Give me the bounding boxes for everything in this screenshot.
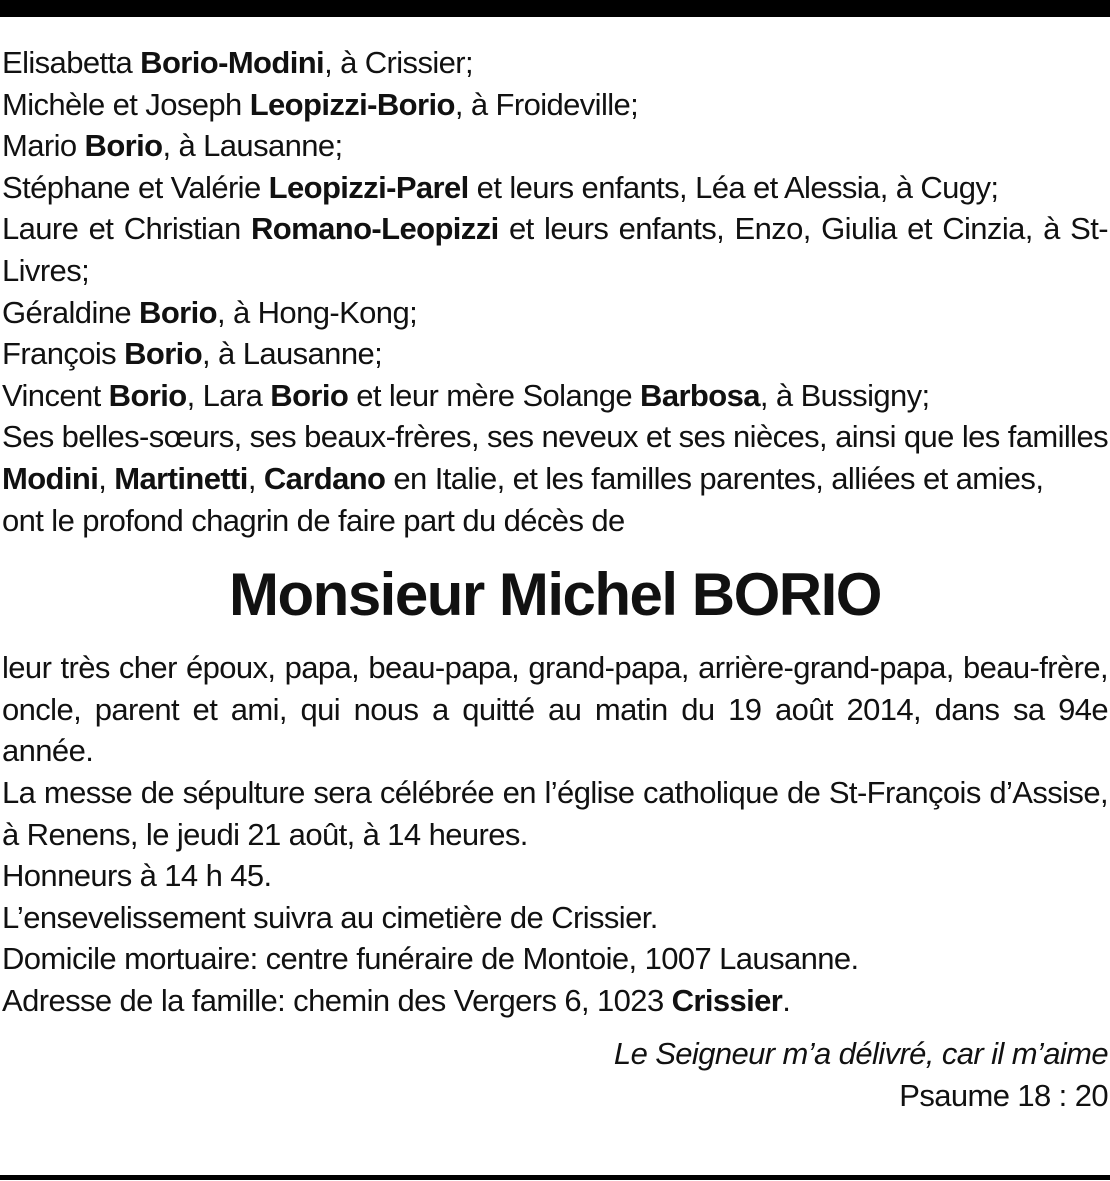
text-run: Laure et Christian bbox=[2, 211, 252, 247]
family-list bbox=[2, 42, 1108, 541]
family-line bbox=[2, 416, 1108, 499]
body-line bbox=[2, 938, 1108, 980]
text-run: , bbox=[247, 460, 264, 496]
body-line bbox=[2, 980, 1108, 1022]
bold-name: Borio bbox=[84, 128, 163, 164]
bold-name: Borio bbox=[139, 294, 217, 330]
body-line bbox=[2, 897, 1108, 939]
top-rule bbox=[0, 0, 1110, 17]
text-run: L’ensevelissement suivra au cimetière de Crissier. bbox=[2, 899, 658, 935]
bold-name: Borio bbox=[270, 377, 349, 413]
text-run: Géraldine bbox=[2, 294, 140, 330]
family-line bbox=[2, 500, 1108, 542]
bottom-rule bbox=[0, 1175, 1110, 1180]
text-run: , à Lausanne; bbox=[162, 128, 343, 164]
text-run: en Italie, et les familles parentes, alliées et amies, bbox=[385, 460, 1044, 496]
text-run: Adresse de la famille: chemin des Vergers 6, 1023 bbox=[2, 982, 672, 1018]
text-run: Vincent bbox=[2, 377, 109, 413]
deceased-name: Monsieur Michel BORIO bbox=[229, 561, 881, 629]
bold-name: Borio bbox=[124, 336, 203, 372]
text-run: , à Hong-Kong; bbox=[216, 294, 418, 330]
quote-reference: Psaume 18 : 20 bbox=[899, 1078, 1108, 1114]
closing-quote bbox=[2, 1033, 1108, 1117]
text-run: et leur mère Solange bbox=[348, 377, 641, 413]
text-run: Michèle et Joseph bbox=[2, 86, 250, 122]
bold-name: Borio-Modini bbox=[140, 45, 325, 80]
bold-name: Leopizzi-Parel bbox=[268, 169, 469, 205]
text-run: La messe de sépulture sera célébrée en l’église catholique de St-François d’Assise, à Renens, le jeudi 21 août, à 14 heures. bbox=[2, 774, 1108, 852]
text-run: , à Crissier; bbox=[324, 45, 474, 80]
family-line bbox=[2, 125, 1108, 167]
text-run: , bbox=[98, 460, 115, 496]
bold-name: Martinetti bbox=[114, 460, 248, 496]
text-run: et leurs enfants, Enzo, Giulia et Cinzia, à St-Livres; bbox=[2, 211, 1108, 288]
text-run: , à Lausanne; bbox=[202, 336, 383, 372]
bold-name: Modini bbox=[2, 460, 99, 496]
family-line bbox=[2, 167, 1108, 209]
text-run: . bbox=[782, 982, 791, 1018]
family-line bbox=[2, 375, 1108, 417]
family-line bbox=[2, 208, 1108, 291]
text-run: ont le profond chagrin de faire part du décès de bbox=[2, 502, 625, 538]
bold-name: Borio bbox=[108, 377, 187, 413]
text-run: Ses belles-sœurs, ses beaux-frères, ses neveux et ses nièces, ainsi que les familles bbox=[2, 419, 1108, 455]
family-line bbox=[2, 42, 1108, 84]
text-run: , Lara bbox=[186, 377, 271, 413]
bold-name: Cardano bbox=[263, 460, 386, 496]
text-run: Stéphane et Valérie bbox=[2, 169, 269, 205]
bold-name: Crissier bbox=[671, 982, 783, 1018]
quote-text: Le Seigneur m’a délivré, car il m’aime bbox=[613, 1036, 1108, 1072]
bold-name: Leopizzi-Borio bbox=[249, 86, 455, 122]
family-line bbox=[2, 292, 1108, 334]
text-run: et leurs enfants, Léa et Alessia, à Cugy; bbox=[468, 169, 999, 205]
text-run: François bbox=[2, 336, 125, 372]
text-run: , à Froideville; bbox=[454, 86, 639, 122]
text-run: leur très cher époux, papa, beau-papa, grand-papa, arrière-grand-papa, beau-frère, oncle, parent et ami, qui nous a quitté au matin du 19 août 2014, dans sa 94e année. bbox=[2, 650, 1108, 769]
body-line bbox=[2, 855, 1108, 897]
notice-text bbox=[2, 42, 1108, 1117]
body-line bbox=[2, 647, 1108, 772]
body-line bbox=[2, 772, 1108, 855]
bold-name: Barbosa bbox=[640, 377, 760, 413]
notice-body bbox=[2, 647, 1108, 1021]
text-run: Elisabetta bbox=[2, 45, 141, 80]
bold-name: Romano-Leopizzi bbox=[251, 211, 499, 247]
text-run: , à Bussigny; bbox=[759, 377, 930, 413]
text-run: Mario bbox=[2, 128, 85, 164]
text-run: Honneurs à 14 h 45. bbox=[2, 858, 272, 894]
text-run: Domicile mortuaire: centre funéraire de Montoie, 1007 Lausanne. bbox=[2, 941, 859, 977]
family-line bbox=[2, 333, 1108, 375]
family-line bbox=[2, 84, 1108, 126]
